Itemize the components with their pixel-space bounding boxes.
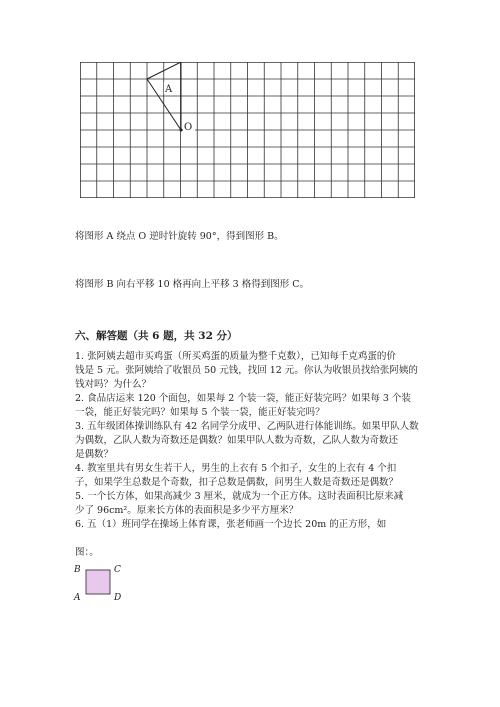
grid-lines — [80, 62, 415, 198]
label-a: A — [165, 84, 173, 95]
label-a: A — [74, 593, 81, 603]
label-d: D — [114, 593, 122, 603]
question-line: 钱对吗？为什么？ — [75, 379, 152, 390]
question-line: 3. 五年级团体操训练队有 42 名同学分成甲、乙两队进行体能训练。如果甲队人数 — [75, 421, 419, 432]
label-c: C — [114, 565, 121, 575]
label-o: O — [184, 122, 193, 133]
question-line: 子，如果学生总数是个奇数，扣子总数是偶数，问男生人数是奇数还是偶数？ — [75, 477, 399, 488]
question-line: 4. 教室里共有男女生若干人，男生的上衣有 5 个扣子，女生的上衣有 4 个扣 — [75, 463, 397, 474]
question-line: 图：。 — [75, 547, 99, 558]
question-line: 钱是 5 元。张阿姨给了收银员 50 元钱，找回 12 元。你认为收银员找给张阿姨的 — [75, 365, 418, 376]
question-line: 2. 食品店运来 120 个面包，如果每 2 个装一袋，能正好装完吗？如果每 3 个装 — [75, 393, 411, 404]
question-line: 少了 96cm²。原来长方体的表面积是多少平方厘米？ — [75, 505, 299, 516]
square-shape — [86, 570, 110, 594]
question-line: 6. 五（1）班同学在操场上体育课，张老师画一个边长 20m 的正方形，如 — [75, 519, 387, 530]
question-line: 为偶数，乙队人数为奇数还是偶数？如果甲队人数为奇数，乙队人数为奇数还 — [75, 435, 399, 446]
question-line: 是偶数？ — [75, 449, 114, 460]
question-line: 1. 张阿姨去超市买鸡蛋（所买鸡蛋的质量为整千克数），已知每千克鸡蛋的价 — [75, 351, 396, 362]
grid-svg — [80, 62, 415, 198]
question-line: 一袋，能正好装完吗？如果每 5 个装一袋，能正好装完吗？ — [75, 407, 325, 418]
point-o — [180, 129, 183, 132]
square-figure — [72, 562, 132, 604]
square-svg — [72, 562, 132, 604]
grid-figure — [80, 62, 415, 198]
instruction-rotate: 将图形 A 绕点 O 逆时针旋转 90°，得到图形 B。 — [75, 231, 284, 242]
instruction-translate: 将图形 B 向右平移 10 格再向上平移 3 格得到图形 C。 — [75, 279, 310, 290]
label-b: B — [74, 565, 81, 575]
question-line: 5. 一个长方体，如果高减少 3 厘米，就成为一个正方体。这时表面积比原来减 — [75, 491, 404, 502]
section-title: 六、解答题（共 6 题，共 32 分） — [75, 330, 238, 342]
